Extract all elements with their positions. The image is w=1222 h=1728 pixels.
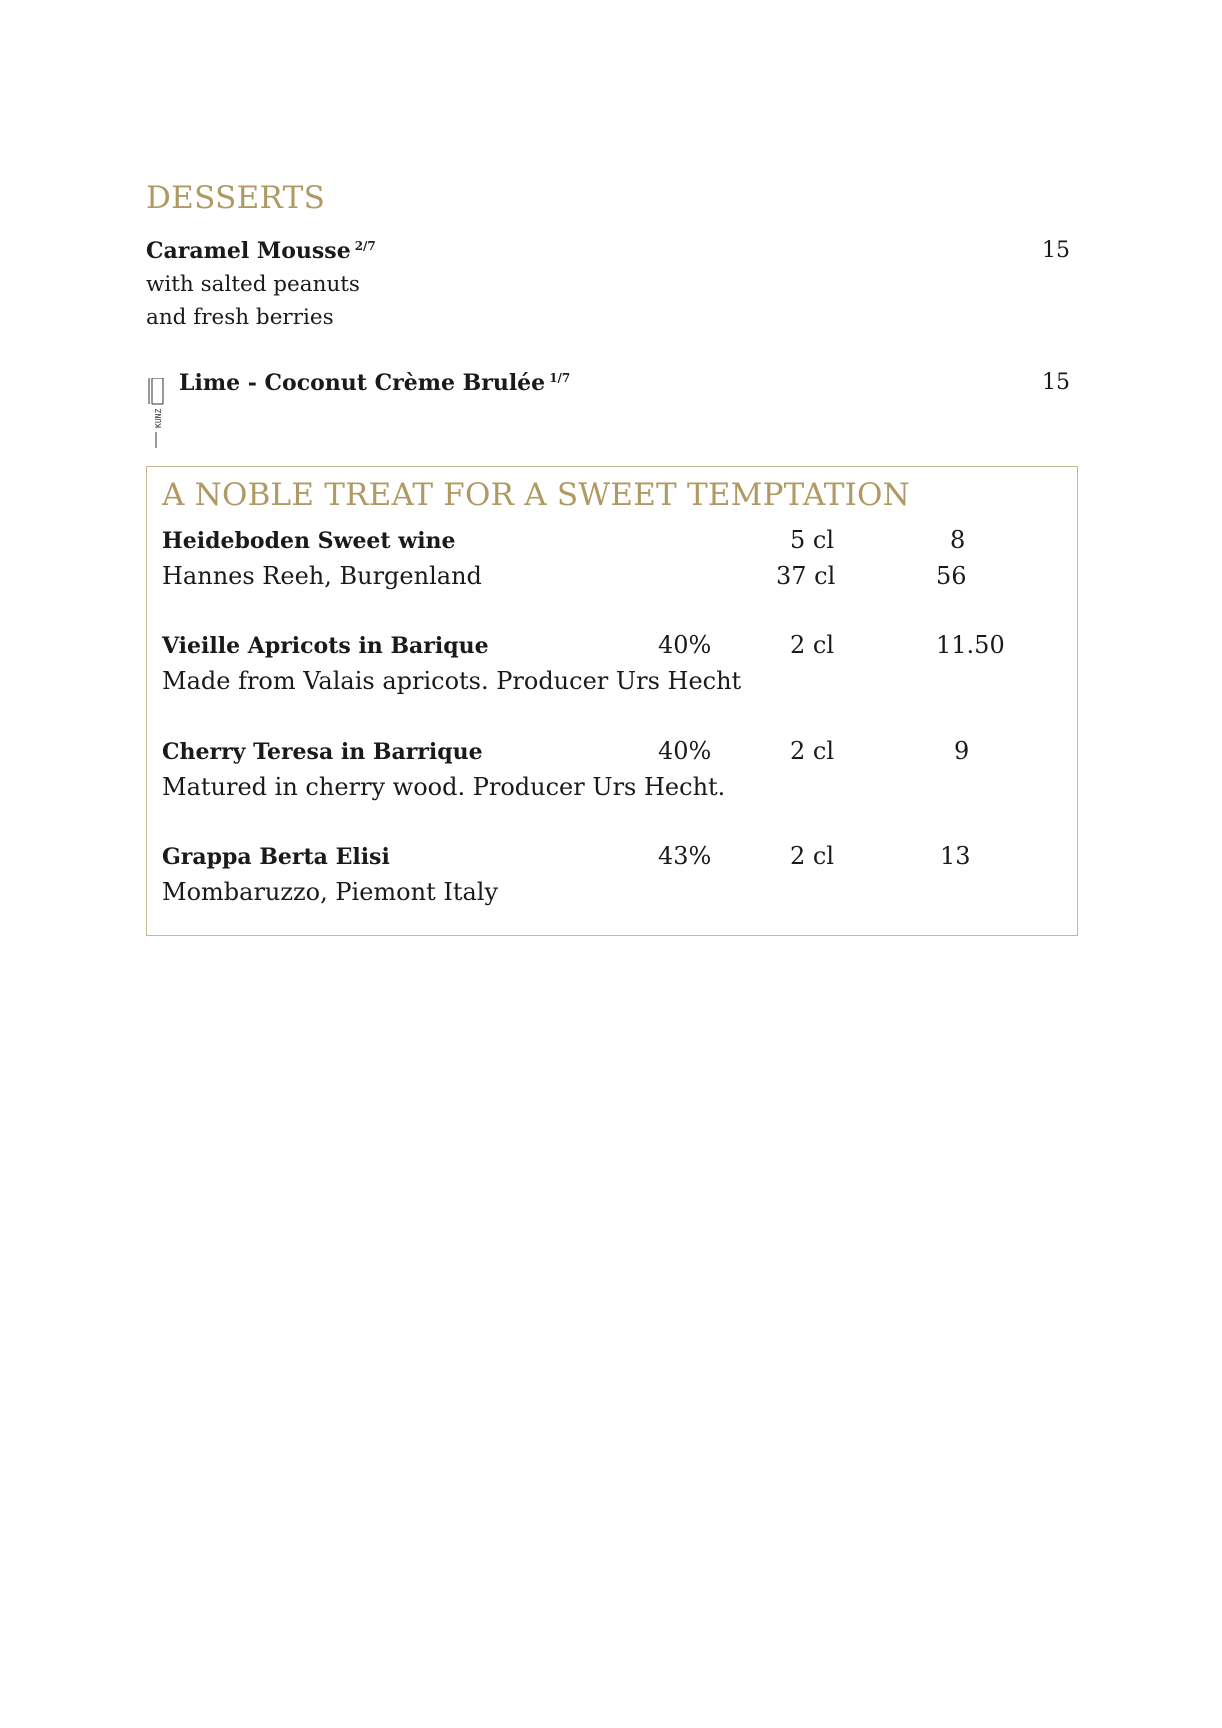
wine-price: 11.50	[936, 631, 1005, 659]
wine-price: 56	[936, 562, 967, 590]
dessert-item-name	[146, 238, 376, 264]
dessert-name-caramel-mousse: Caramel Mousse	[146, 238, 351, 264]
wine-name: Cherry Teresa in Barrique	[162, 739, 483, 765]
desserts-title: DESSERTS	[146, 180, 326, 216]
wine-price: 13	[940, 842, 971, 870]
wine-name: Vieille Apricots in Barique	[162, 633, 489, 659]
kunz-logo	[146, 378, 166, 448]
svg-text:KUNZ: KUNZ	[154, 408, 163, 428]
dessert-price: 15	[1042, 370, 1070, 395]
wine-name: Heideboden Sweet wine	[162, 528, 456, 554]
wine-desc: Hannes Reeh, Burgenland	[162, 562, 482, 590]
wine-desc: Made from Valais apricots. Producer Urs Hecht	[162, 667, 742, 695]
wine-size: 37 cl	[776, 562, 836, 590]
wine-size: 2 cl	[790, 842, 835, 870]
noble-treat-title: A NOBLE TREAT FOR A SWEET TEMPTATION	[162, 477, 910, 513]
dessert-desc-line: with salted peanuts	[146, 272, 360, 297]
wine-abv: 40%	[658, 737, 712, 765]
wine-size: 2 cl	[790, 737, 835, 765]
wine-desc: Matured in cherry wood. Producer Urs Hecht.	[162, 773, 726, 801]
allergen-codes: 2/7	[354, 238, 376, 253]
dessert-name-creme-brulee: Lime - Coconut Crème Brulée	[179, 370, 546, 396]
wine-abv: 40%	[658, 631, 712, 659]
dessert-desc-line: and fresh berries	[146, 305, 334, 330]
wine-size: 2 cl	[790, 631, 835, 659]
wine-desc: Mombaruzzo, Piemont Italy	[162, 878, 499, 906]
wine-name: Grappa Berta Elisi	[162, 844, 390, 870]
allergen-codes: 1/7	[549, 370, 571, 385]
dessert-price: 15	[1042, 238, 1070, 263]
wine-size: 5 cl	[790, 526, 835, 554]
dessert-item-name	[179, 370, 570, 396]
wine-price: 8	[950, 526, 966, 554]
wine-abv: 43%	[658, 842, 712, 870]
wine-price: 9	[954, 737, 970, 765]
